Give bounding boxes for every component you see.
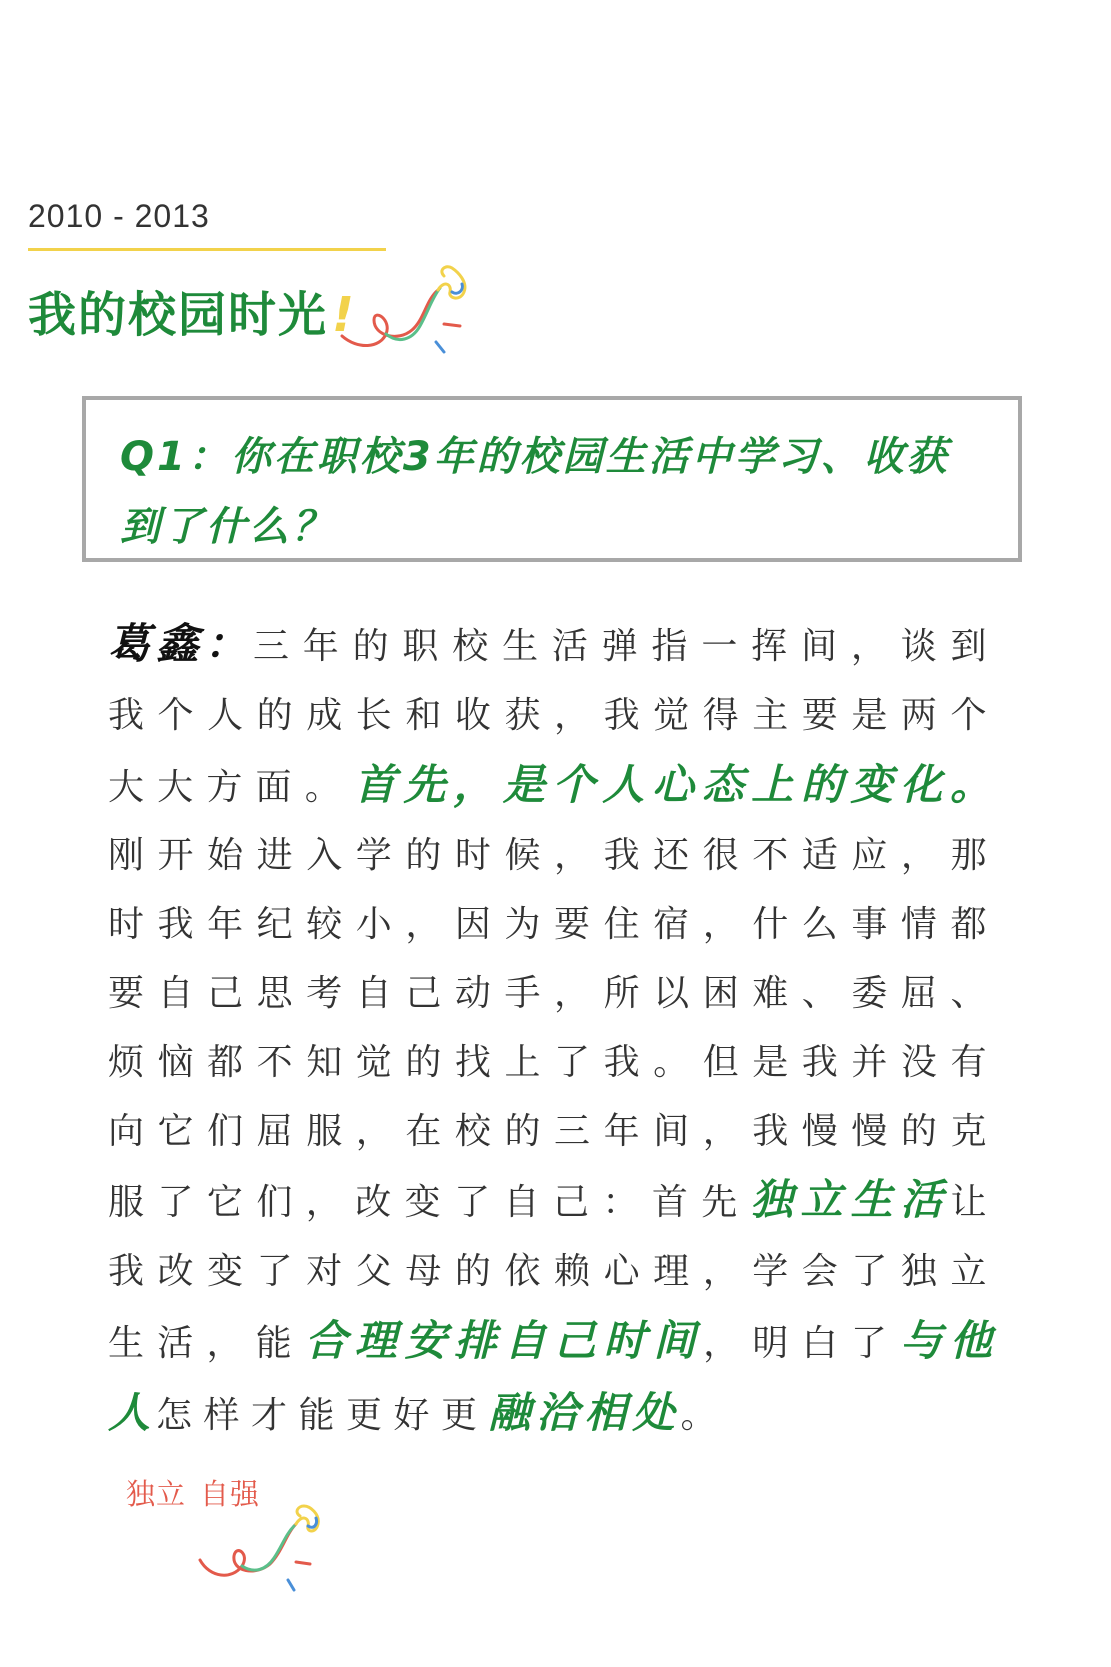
answer-text: 让我改变了对父母的依赖心理，学会了独立生活，能 <box>108 1182 998 1364</box>
highlight-text: 融洽相处 <box>488 1387 681 1437</box>
answer-text: ，明白了 <box>703 1322 901 1364</box>
highlight-text: 独立生活 <box>750 1175 951 1225</box>
yellow-underline <box>28 248 386 251</box>
answer-text: 刚开始进入学的时候，我还很不适应，那时我年纪较小，因为要住宿，什么事情都要自己思考自己动手，所以困难、委屈、烦恼都不知觉的找上了我。但是我并没有向它们屈服，在校的三年间，我慢慢的克服了它们，改变了自己：首先 <box>108 835 998 1224</box>
confetti-squiggle-icon <box>340 262 480 358</box>
answer-paragraph <box>108 610 998 1451</box>
highlight-text: 合理安排自己时间 <box>305 1315 704 1365</box>
highlight-text: 与他人 <box>108 1315 998 1437</box>
speaker-name: 葛鑫： <box>108 619 253 668</box>
answer-text: 三年的职校生活弹指一挥间，谈到我个人的成长和收获，我觉得主要是两个大大方面。 <box>108 626 998 808</box>
page-title <box>28 276 356 345</box>
question-text: Q1：你在职校3年的校园生活中学习、收获到了什么？ <box>120 434 950 550</box>
title-text: 我的校园时光 <box>28 287 329 343</box>
highlight-text: 首先，是个人心态上的变化。 <box>353 759 998 809</box>
confetti-squiggle-icon <box>196 1500 326 1596</box>
answer-text: 。 <box>680 1394 729 1436</box>
title-exclamation: ! <box>332 287 356 343</box>
tag-self-reliant: 自强 <box>200 1477 261 1511</box>
question-box <box>82 396 1022 562</box>
answer-text: 怎样才能更好更 <box>156 1394 489 1436</box>
tag-independent: 独立 <box>126 1477 187 1511</box>
date-range: 2010 - 2013 <box>28 198 210 234</box>
